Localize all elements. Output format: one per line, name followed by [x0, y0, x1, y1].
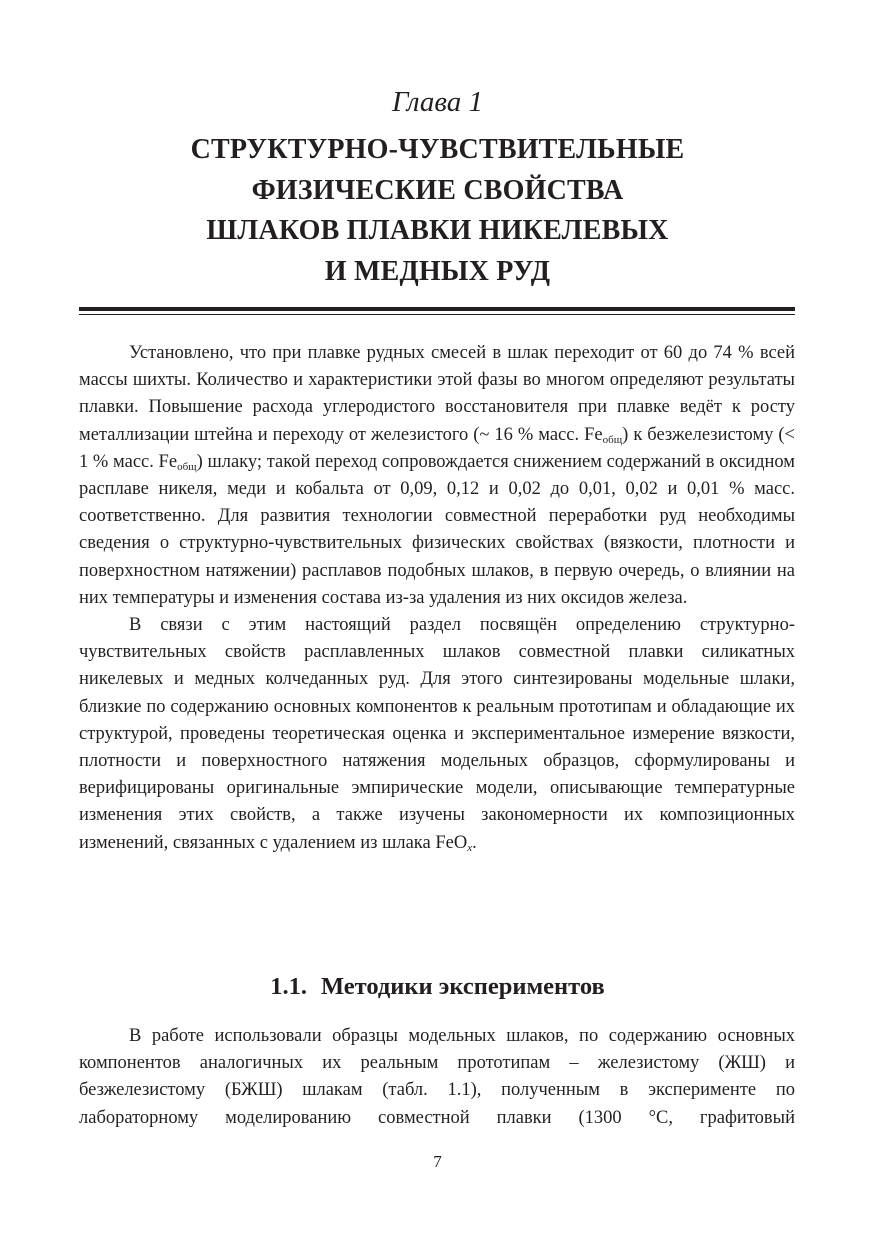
chapter-title-line: СТРУКТУРНО-ЧУВСТВИТЕЛЬНЫЕ	[190, 134, 685, 165]
title-rule-thin	[79, 314, 795, 315]
title-rule-thick	[79, 307, 795, 311]
section-heading	[0, 970, 875, 1004]
chapter-title-line: ШЛАКОВ ПЛАВКИ НИКЕЛЕВЫХ	[206, 215, 669, 246]
paragraph-text: ) шлаку; такой переход сопровождается снижением содержаний в оксидном расплаве никеля, меди и кобальта от 0,09, 0,12 и 0,02 до 0,01, 0,02 и 0,01 % масс. соответственно. Для развития технологии совместной переработки руд необходимы сведения о структурно-чувствительных физических свойствах (вязкости, плотности и поверхностном натяжении) расплавов подобных шлаков, в первую очередь, о влиянии на них температуры и изменения состава из-за удаления из них оксидов железа.	[79, 451, 796, 608]
methods-text	[79, 1023, 795, 1132]
section-number: 1.1.	[270, 973, 307, 1000]
paragraph	[79, 612, 795, 857]
paragraph-text: ) к безжелезистому (< 1 % масс. Fe	[79, 424, 795, 472]
paragraph-text: В связи с этим настоящий раздел посвящён определению структурно-чувствительных свойств расплавленных шлаков совместной плавки силикатных никелевых и медных колчеданных руд. Для этого синтезированы модельные шлаки, близкие по содержанию основных компонентов к реальным прототипам и обладающие их структурой, проведены теоретическая оценка и экспериментальное измерение вязкости, плотности и поверхностного натяжения модельных образцов, сформулированы и верифицированы оригинальные эмпирические модели, описывающие температурные изменения этих свойств, а также изучены закономерности их композиционных изменений, связанных с удалением из шлака FeO	[79, 615, 795, 853]
subscript: общ	[602, 433, 623, 446]
paragraph-text: Установлено, что при плавке рудных смесей в шлак переходит от 60 до 74 % всей массы шихты. Количество и характеристики этой фазы во многом определяют результаты плавки. Повышение расхода углеродистого восстановителя при плавке ведёт к росту металлизации штейна и переходу от железистого (~ 16 % масс. Fe	[79, 343, 795, 445]
paragraph-text: .	[472, 832, 477, 853]
chapter-title-line: ФИЗИЧЕСКИЕ СВОЙСТВА	[251, 174, 624, 206]
paragraph: В работе использовали образцы модельных шлаков, по содержанию основных компонентов аналогичных их реальным прототипам – железистому (ЖШ) и безжелезистому (БЖШ) шлакам (табл. 1.1), полученным в эксперименте по лабораторному моделированию совместной плавки (1300 °С, графитовый	[79, 1026, 795, 1128]
intro-text	[79, 340, 795, 857]
subscript: общ	[177, 460, 197, 473]
page-number: 7	[433, 1152, 442, 1171]
section-title: Методики экспериментов	[320, 973, 605, 1000]
chapter-title-line: И МЕДНЫХ РУД	[324, 255, 551, 287]
chapter-title	[0, 130, 875, 292]
subscript: x	[467, 841, 473, 854]
chapter-label: Глава 1	[391, 86, 484, 118]
paragraph	[79, 340, 795, 612]
